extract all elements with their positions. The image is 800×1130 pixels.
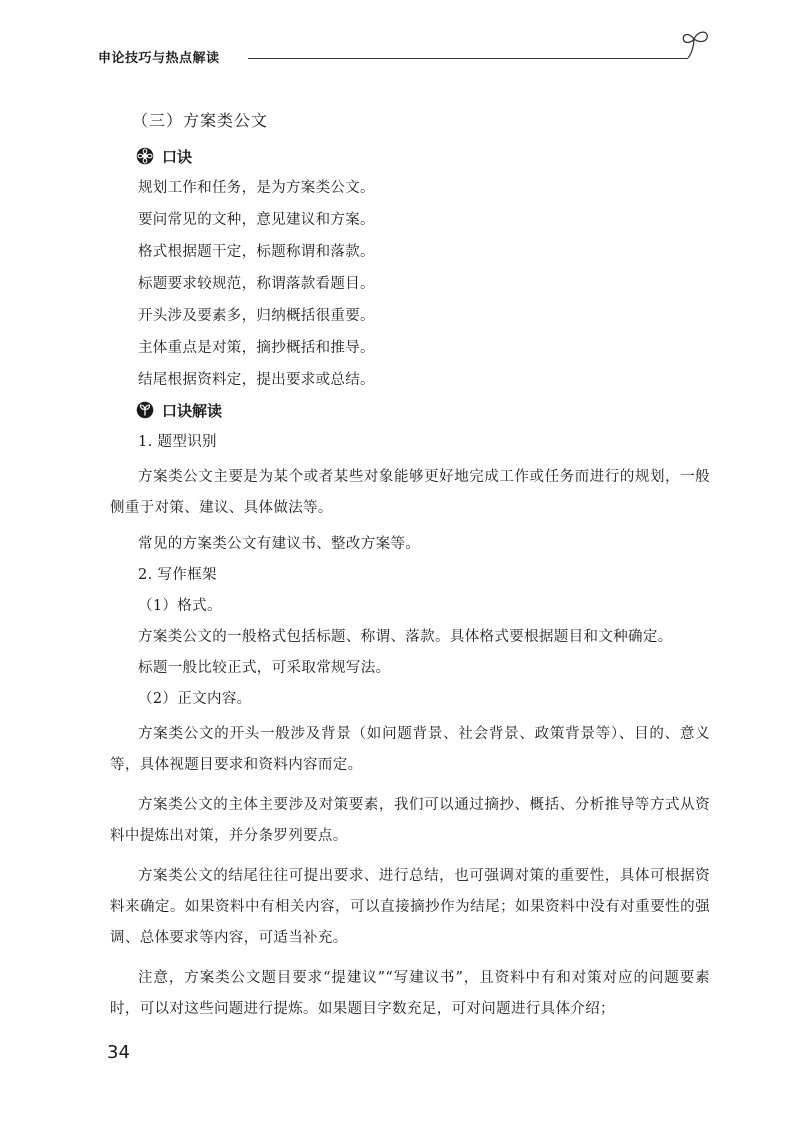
mnemonic-line: 主体重点是对策，摘抄概括和推导。 [138,340,375,356]
mnemonic-line: 标题要求较规范，称谓落款看题目。 [138,276,375,292]
mnemonic-line: 要问常见的文种，意见建议和方案。 [138,212,375,228]
explanation-heading [136,399,710,421]
mnemonic-lines [110,177,710,391]
mnemonic-line: 规划工作和任务，是为方案类公文。 [138,180,375,196]
mnemonic-line: 开头涉及要素多，归纳概括很重要。 [138,308,375,324]
paragraph: 常见的方案类公文有建议书、整改方案等。 [138,536,421,552]
item-heading: 2. 写作框架 [138,567,217,583]
paragraph: 标题一般比较正式，可采取常规写法。 [138,660,391,676]
paragraph: 方案类公文的结尾往往可提出要求、进行总结，也可强调对策的重要性，具体可根据资料来确定。如果资料中有相关内容，可以直接摘抄作为结尾；如果资料中没有对重要性的强调、总体要求等内容，可适当补充。 [110,868,710,946]
mnemonic-heading [136,145,710,167]
paragraph: 方案类公文的开头一般涉及背景（如问题背景、社会背景、政策背景等）、目的、意义等，具体视题目要求和资料内容而定。 [110,726,710,773]
section-title: （三）方案类公文 [132,111,269,130]
paragraph: 注意，方案类公文题目要求“提建议”“写建议书”，且资料中有和对策对应的问题要素时，可以对这些问题进行提炼。如果题目字数充足，可对问题进行具体介绍； [110,970,710,1017]
mnemonic-line: 格式根据题干定，标题称谓和落款。 [138,244,375,260]
page-number: 34 [107,1042,130,1063]
paragraph: 方案类公文的一般格式包括标题、称谓、落款。具体格式要根据题目和文种确定。 [138,629,673,645]
sprout-icon [678,27,718,61]
body-text [110,431,710,1025]
header-title: 申论技巧与热点解读 [98,51,220,66]
paragraph: 方案类公文的主体主要涉及对策要素，我们可以通过摘抄、概括、分析推导等方式从资料中提炼出对策，并分条罗列要点。 [110,797,710,844]
mnemonic-heading-text: 口诀 [162,147,193,166]
leaf-icon [136,401,154,419]
page-content [110,108,710,1034]
flower-icon [136,147,154,165]
item-subheading: （1）格式。 [138,598,222,614]
explanation-heading-text: 口诀解读 [162,401,223,420]
running-header [98,47,708,71]
mnemonic-line: 结尾根据资料定，提出要求或总结。 [138,372,375,388]
header-rule [248,58,688,59]
item-heading: 1. 题型识别 [138,434,217,450]
paragraph: 方案类公文主要是为某个或者某些对象能够更好地完成工作或任务而进行的规划，一般侧重于对策、建议、具体做法等。 [110,469,710,516]
item-subheading: （2）正文内容。 [138,691,252,707]
